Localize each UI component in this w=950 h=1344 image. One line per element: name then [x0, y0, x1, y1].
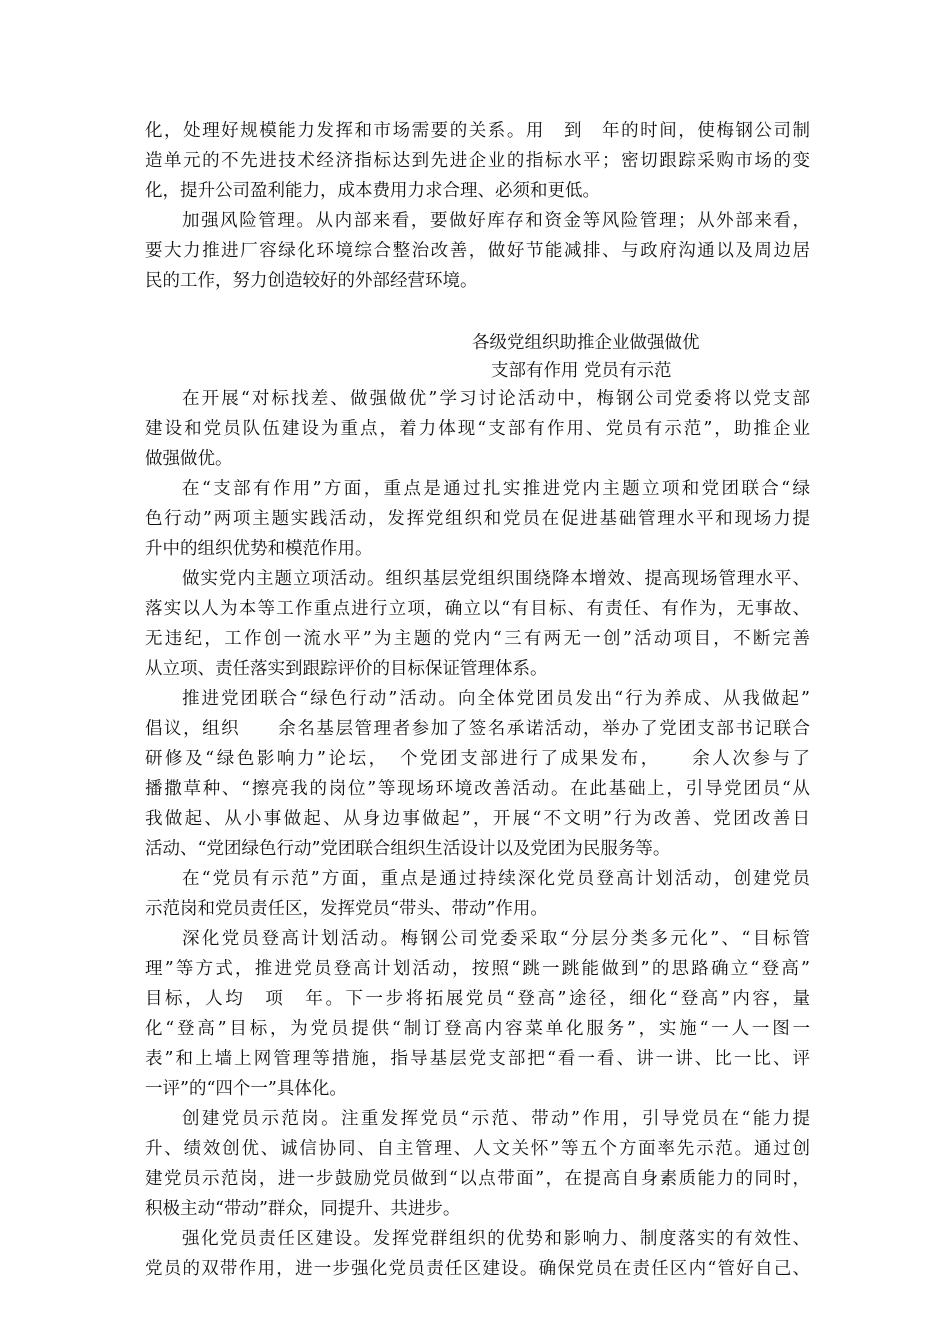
article-subtitle: 支部有作用 党员有示范	[491, 361, 672, 381]
text-line: 一评”的“四个一”具体化。	[145, 1079, 347, 1099]
text-line: 落实以人为本等工作重点进行立项，确立以“有目标、有责任、有作为，无事故、	[145, 599, 810, 619]
text-line: 造单元的不先进技术经济指标达到先进企业的指标水平；密切跟踪采购市场的变	[145, 151, 810, 171]
article-heading	[0, 328, 950, 388]
text-line: 理”等方式，推进党员登高计划活动，按照“跳一跳能做到”的思路确立“登高”	[145, 959, 810, 979]
text-line: 活动、“党团绿色行动”党团联合组织生活设计以及党团为民服务等。	[145, 839, 671, 859]
text-line: 我做起、从小事做起、从身边事做起”，开展“不文明”行为改善、党团改善日	[145, 809, 810, 829]
text-line: 积极主动“带动”群众，同提升、共进步。	[145, 1199, 461, 1219]
text-line: 无违纪，工作创一流水平”为主题的党内“三有两无一创”活动项目，不断完善	[145, 629, 810, 649]
text-line: 强化党员责任区建设。发挥党群组织的优势和影响力、制度落实的有效性、	[182, 1229, 810, 1249]
text-line: 做强做优。	[145, 449, 233, 469]
text-line: 化，提升公司盈利能力，成本费用力求合理、必须和更低。	[145, 181, 600, 201]
text-line: 建设和党员队伍建设为重点，着力体现“支部有作用、党员有示范”，助推企业	[145, 419, 810, 439]
text-line: 倡议，组织 余名基层管理者参加了签名承诺活动，举办了党团支部书记联合	[145, 719, 810, 739]
text-line: 色行动”两项主题实践活动，发挥党组织和党员在促进基础管理水平和现场力提	[145, 509, 810, 529]
text-line: 化“登高”目标，为党员提供“制订登高内容菜单化服务”，实施“一人一图一	[145, 1019, 810, 1039]
text-line: 民的工作，努力创造较好的外部经营环境。	[145, 271, 478, 291]
text-line: 推进党团联合“绿色行动”活动。向全体党团员发出“行为养成、从我做起”	[182, 689, 810, 709]
text-line: 化，处理好规模能力发挥和市场需要的关系。用 到 年的时间，使梅钢公司制	[145, 121, 810, 141]
text-line: 创建党员示范岗。注重发挥党员“示范、带动”作用，引导党员在“能力提	[182, 1109, 810, 1129]
text-line: 升、绩效创优、诚信协同、自主管理、人文关怀”等五个方面率先示范。通过创	[145, 1139, 810, 1159]
text-line: 要大力推进厂容绿化环境综合整治改善，做好节能减排、与政府沟通以及周边居	[145, 241, 810, 261]
text-line: 研修及“绿色影响力”论坛， 个党团支部进行了成果发布， 余人次参与了	[145, 749, 810, 769]
text-line: 升中的组织优势和模范作用。	[145, 539, 373, 559]
text-line: 党员的双带作用，进一步强化党员责任区建设。确保党员在责任区内“管好自己、	[145, 1259, 810, 1279]
text-line: 在“党员有示范”方面，重点是通过持续深化党员登高计划活动，创建党员	[182, 869, 810, 889]
text-line: 表”和上墙上网管理等措施，指导基层党支部把“看一看、讲一讲、比一比、评	[145, 1049, 810, 1069]
text-line: 示范岗和党员责任区，发挥党员“带头、带动”作用。	[145, 899, 548, 919]
article-body	[145, 384, 810, 1284]
text-line: 在“支部有作用”方面，重点是通过扎实推进党内主题立项和党团联合“绿	[182, 479, 810, 499]
section-risk-management	[145, 116, 810, 296]
text-line: 目标，人均 项 年。下一步将拓展党员“登高”途径，细化“登高”内容，量	[145, 989, 810, 1009]
text-line: 做实党内主题立项活动。组织基层党组织围绕降本增效、提高现场管理水平、	[182, 569, 810, 589]
text-line: 加强风险管理。从内部来看，要做好库存和资金等风险管理；从外部来看，	[182, 211, 810, 231]
text-line: 在开展“对标找差、做强做优”学习讨论活动中，梅钢公司党委将以党支部	[182, 389, 810, 409]
text-line: 深化党员登高计划活动。梅钢公司党委采取“分层分类多元化”、“目标管	[182, 929, 810, 949]
text-line: 播撒草种、“擦亮我的岗位”等现场环境改善活动。在此基础上，引导党团员“从	[145, 779, 810, 799]
article-title: 各级党组织助推企业做强做优	[472, 333, 700, 353]
text-line: 建党员示范岗，进一步鼓励党员做到“以点带面”，在提高自身素质能力的同时，	[145, 1169, 810, 1189]
text-line: 从立项、责任落实到跟踪评价的目标保证管理体系。	[145, 659, 548, 679]
